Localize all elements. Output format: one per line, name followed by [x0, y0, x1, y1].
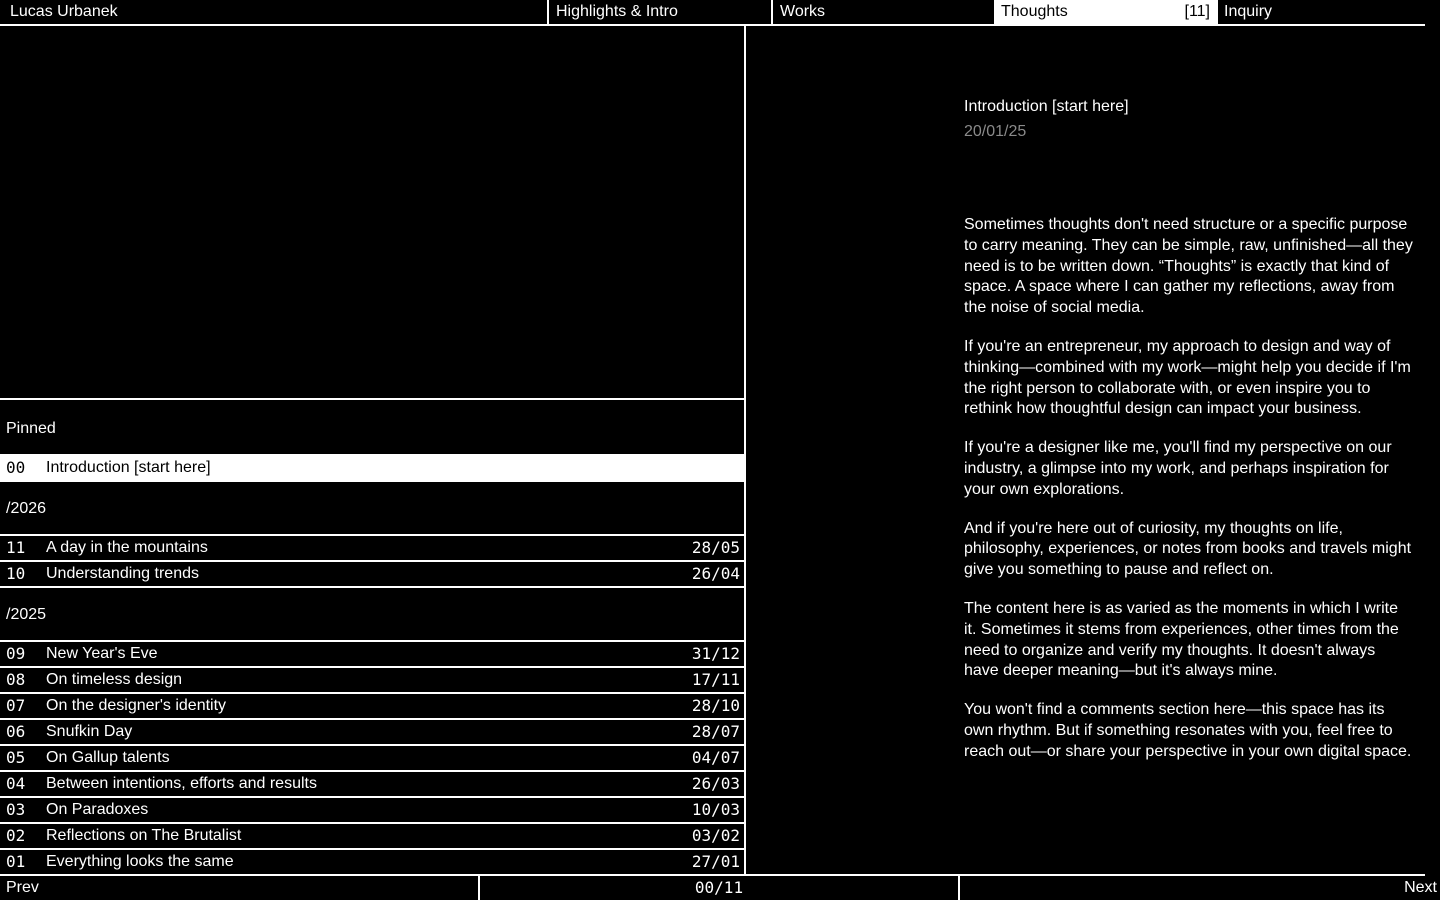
list-item-title: Between intentions, efforts and results: [46, 775, 317, 792]
article-paragraph: Sometimes thoughts don't need structure or a specific purpose to carry meaning. They can be simple, raw, unfinished—all they need is to be written down. “Thoughts” is exactly that kind of space. A space where I can gather my reflections, away from the noise of social media.: [964, 216, 1413, 317]
list-item-number: 03: [6, 800, 26, 819]
list-item-title: Understanding trends: [46, 565, 199, 582]
list-item-date: 04/07: [691, 748, 740, 767]
nav-works[interactable]: Works: [771, 0, 994, 24]
list-item-number: 01: [6, 852, 26, 871]
list-item[interactable]: [0, 668, 744, 694]
prev-button[interactable]: Prev: [0, 876, 480, 900]
list-item[interactable]: [0, 720, 744, 746]
list-item-title: Reflections on The Brutalist: [46, 827, 242, 844]
list-item[interactable]: [0, 642, 744, 668]
nav-thoughts-label: Thoughts: [1001, 3, 1068, 20]
nav-thoughts-count: [11]: [1184, 3, 1210, 20]
list-item-pinned[interactable]: [0, 454, 744, 482]
list-item-title: On the designer's identity: [46, 697, 227, 714]
list-item-date: 26/04: [691, 564, 740, 583]
list-item-date: 17/11: [691, 670, 740, 689]
thoughts-list-panel: [0, 26, 746, 874]
list-item-title: A day in the mountains: [46, 539, 208, 556]
pagination-bar: [0, 874, 1437, 900]
nav-thoughts[interactable]: [994, 0, 1218, 24]
list-item-title: Everything looks the same: [46, 853, 234, 870]
list-item-date: 28/10: [691, 696, 740, 715]
list-item-date: 10/03: [691, 800, 740, 819]
article-paragraph: You won't find a comments section here—this space has its own rhythm. But if something resonates with you, feel free to reach out—or share your perspective in your own digital space.: [964, 701, 1412, 760]
list-item[interactable]: [0, 798, 744, 824]
list-item-title: On timeless design: [46, 671, 183, 688]
list-item-number: 07: [6, 696, 26, 715]
nav-highlights-intro[interactable]: Highlights & Intro: [547, 0, 771, 24]
list-item-date: 26/03: [691, 774, 740, 793]
thought-preview-area: [0, 26, 744, 400]
list-item-date: 27/01: [691, 852, 740, 871]
list-item-date: 28/05: [691, 538, 740, 557]
list-item[interactable]: [0, 562, 744, 588]
article-paragraph: If you're an entrepreneur, my approach to design and way of thinking—combined with my work—might help you decide if I'm the right person to collaborate with, or even inspire you to rethink how thoughtful design can impact your business.: [964, 337, 1411, 418]
list-item[interactable]: [0, 694, 744, 720]
list-item[interactable]: [0, 772, 744, 798]
list-item-number: 06: [6, 722, 26, 741]
article-body: [964, 215, 1414, 763]
list-item[interactable]: [0, 746, 744, 772]
list-item-date: 28/07: [691, 722, 740, 741]
article-paragraph: If you're a designer like me, you'll find my perspective on our industry, a glimpse into my work, and perhaps inspiration for your own explorations.: [964, 439, 1392, 498]
article-date: 20/01/25: [964, 123, 1027, 140]
list-item-number: 00: [6, 458, 26, 477]
list-item-number: 10: [6, 564, 26, 583]
page-indicator: 00/11: [480, 876, 960, 900]
article: [964, 96, 1414, 781]
article-paragraph: And if you're here out of curiosity, my thoughts on life, philosophy, experiences, or notes from books and travels might give you something to pause and reflect on.: [964, 519, 1412, 579]
year-heading-2025: /2025: [0, 588, 744, 642]
list-item-number: 04: [6, 774, 26, 793]
list-item-title: New Year's Eve: [46, 645, 158, 662]
list-item[interactable]: [0, 850, 744, 876]
brand-link[interactable]: Lucas Urbanek: [10, 3, 118, 20]
list-item-number: 11: [6, 538, 26, 557]
article-title: Introduction [start here]: [964, 98, 1129, 115]
list-item-date: 31/12: [691, 644, 740, 663]
year-heading-2026: /2026: [0, 482, 744, 536]
list-item-title: On Paradoxes: [46, 801, 149, 818]
list-item-date: 03/02: [691, 826, 740, 845]
list-item-number: 02: [6, 826, 26, 845]
next-button-label: Next: [1404, 879, 1437, 896]
list-item[interactable]: [0, 824, 744, 850]
article-paragraph: The content here is as varied as the moments in which I write it. Sometimes it stems from experiences, other times from the need to organize and verify my thoughts. It doesn't always have deeper meaning—but it's always mine.: [964, 599, 1399, 680]
next-button[interactable]: [960, 876, 1437, 900]
list-item-title: On Gallup talents: [46, 749, 170, 766]
pinned-heading: Pinned: [6, 420, 56, 437]
list-item-number: 05: [6, 748, 26, 767]
top-nav: [0, 0, 1425, 26]
nav-inquiry[interactable]: Inquiry: [1224, 3, 1273, 20]
list-item-title: Snufkin Day: [46, 723, 133, 740]
list-item-number: 09: [6, 644, 26, 663]
list-item[interactable]: [0, 536, 744, 562]
list-item-number: 08: [6, 670, 26, 689]
list-item-title: Introduction [start here]: [46, 459, 211, 476]
